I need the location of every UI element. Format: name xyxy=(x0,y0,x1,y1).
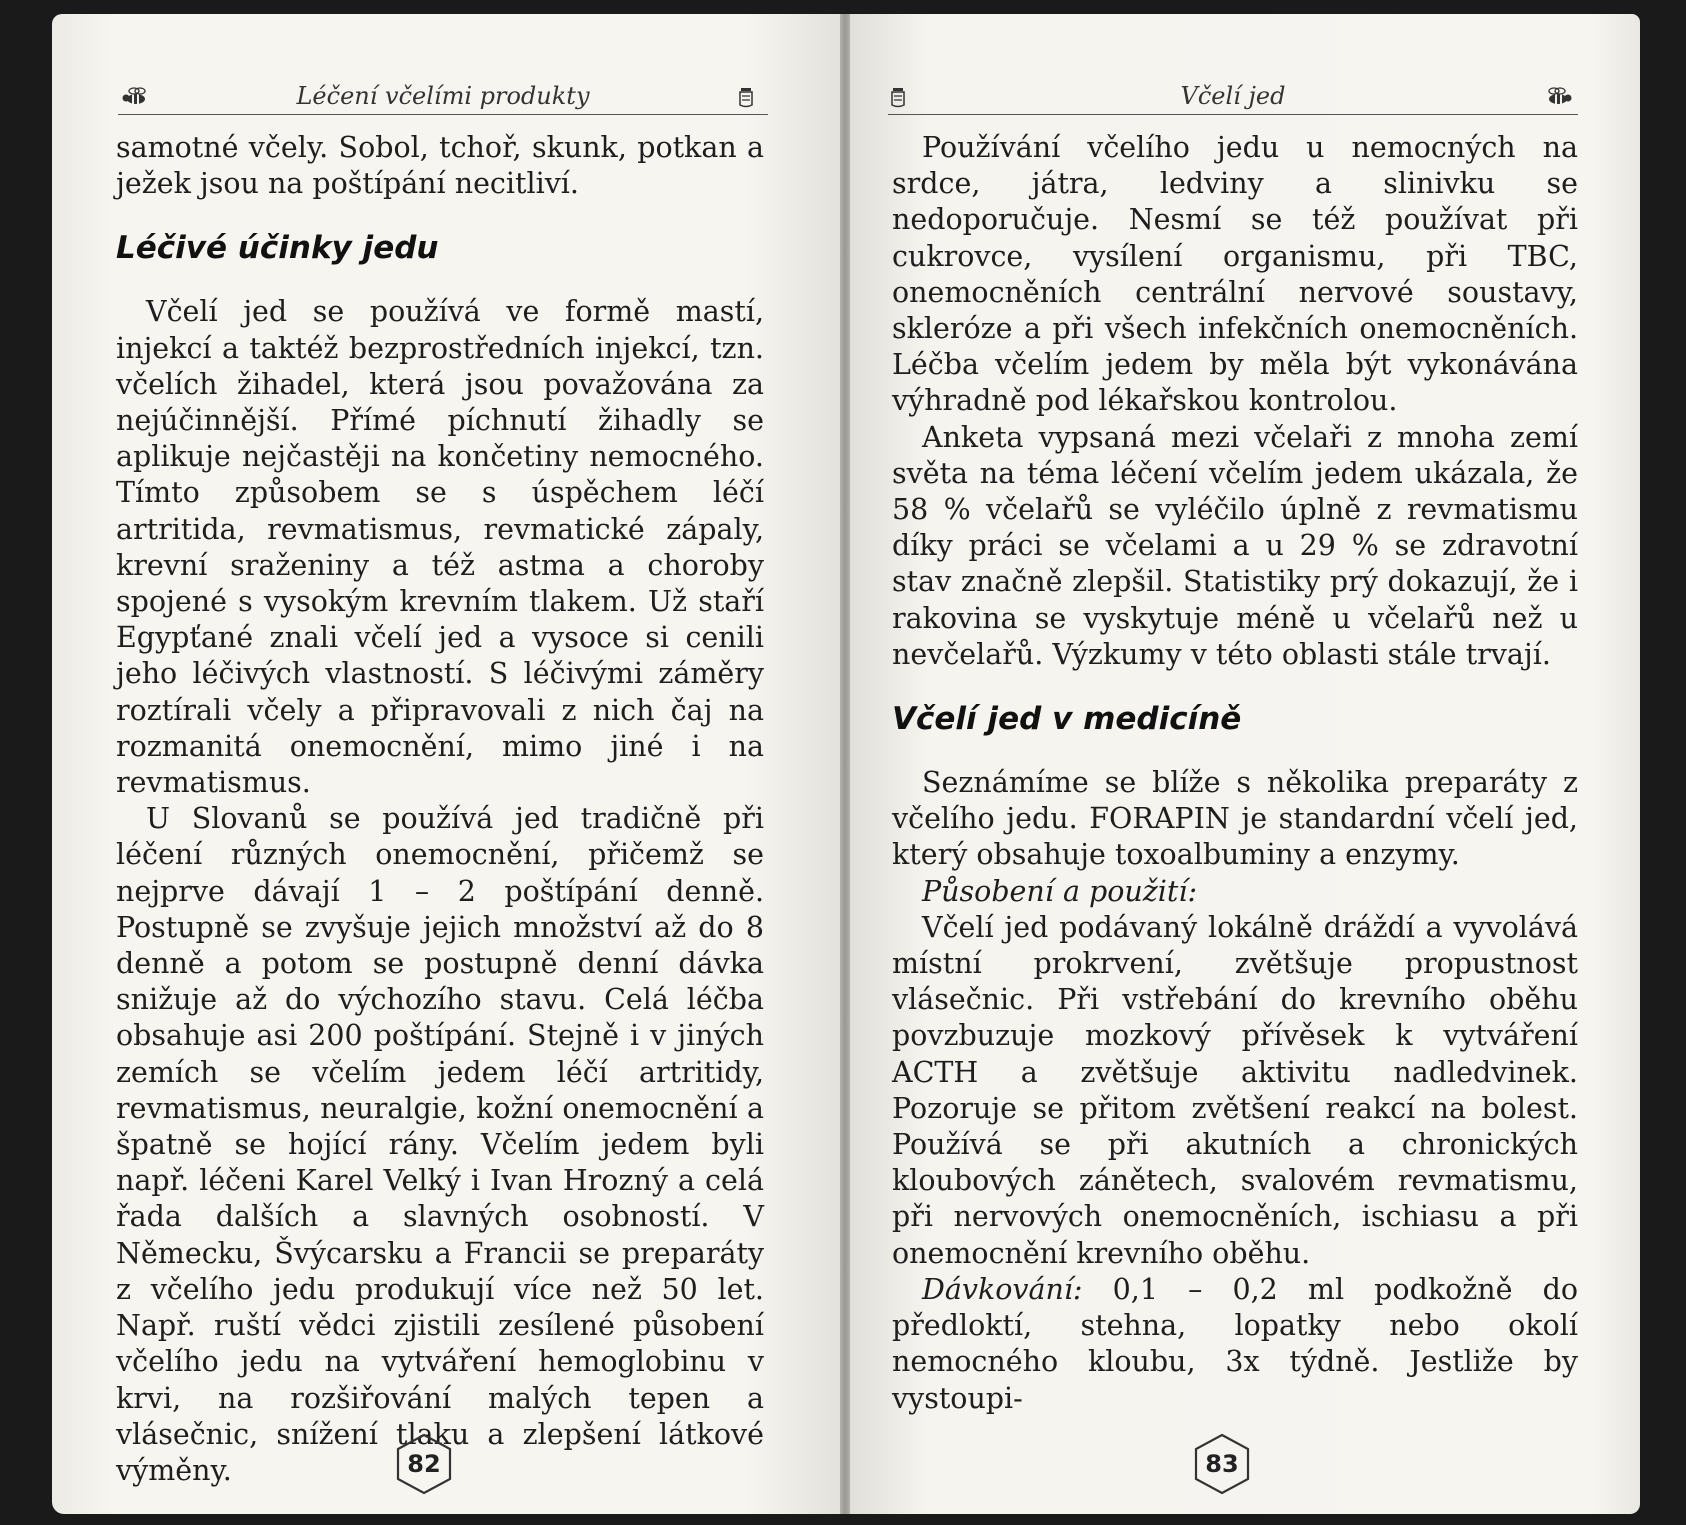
page-number: 83 xyxy=(1205,1450,1239,1478)
left-page-body xyxy=(116,130,764,1489)
paragraph: Anketa vypsaná mezi včelaři z mnoha zemí světa na téma léčení včelím jedem ukázala, že 58 % včelařů se vyléčilo úplně z revmatismu díky práci se včelami a u 29 % se zdravotní stav značně zlepšil. Statistiky prý dokazují, že i rakovina se vyskytuje méně u včelařů než u nevčelařů. Výzkumy v této oblasti stále trvají. xyxy=(892,420,1578,671)
page-number-badge xyxy=(1190,1432,1254,1496)
subheading-label: Dávkování: xyxy=(922,1272,1083,1306)
right-page-header xyxy=(888,66,1578,115)
subheading-label: Působení a použití: xyxy=(922,874,1198,908)
paragraph-text: 0,1 – 0,2 ml podkožně do předloktí, stehna, lopatky nebo okolí nemocného kloubu, 3x týdně. Jestliže by vystoupi- xyxy=(892,1272,1578,1415)
running-header-title: Včelí jed xyxy=(1180,82,1286,110)
paragraph: U Slovanů se používá jed tradičně při léčení různých onemocnění, přičemž se nejprve dávají 1 – 2 poštípání denně. Postupně se zvyšuje jejich množství až do 8 denně a potom se postupně denní dávka snižuje až do výchozího stavu. Celá léčba obsahuje asi 200 poštípání. Stejně i v jiných zemích se včelím jedem léčí artritidy, revmatismus, neuralgie, kožní onemocnění a špatně se hojící rány. Včelím jedem byli např. léčeni Karel Velký i Ivan Hrozný a celá řada dalších a slavných osobností. V Německu, Švýcarsku a Francii se preparáty z včelího jedu produkují více než 50 let. Např. ruští vědci zjistili zesílené působení včelího jedu na vytváření hemoglobinu v krvi, na rozšiřování malých tepen a vlásečnic, snížení tlaku a zlepšení látkové výměny. xyxy=(116,802,764,1487)
paragraph xyxy=(892,1272,1578,1417)
right-page xyxy=(850,14,1640,1514)
paragraph: Včelí jed podávaný lokálně dráždí a vyvolává místní prokrvení, zvětšuje propustnost vlásečnic. Při vstřebání do krevního oběhu povzbuzuje mozkový přívěsek k vytváření ACTH a zvětšuje aktivitu nadledvinek. Pozoruje se přitom zvětšení reakcí na bolest. Používá se při akutních a chronických kloubových zánětech, svalovém revmatismu, při nervových onemocněních, ischiasu a při onemocnění krevního oběhu. xyxy=(892,910,1578,1270)
left-page xyxy=(52,14,840,1514)
page-number: 82 xyxy=(407,1450,441,1478)
running-header-title: Léčení včelími produkty xyxy=(296,82,590,110)
page-number-badge xyxy=(392,1432,456,1496)
paragraph: samotné včely. Sobol, tchoř, skunk, potkan a ježek jsou na poštípání necitliví. xyxy=(116,131,764,201)
bee-icon xyxy=(1544,86,1574,108)
section-heading: Včelí jed v medicíně xyxy=(892,701,1242,738)
right-page-body xyxy=(892,130,1578,1417)
paragraph: Používání včelího jedu u nemocných na srdce, játra, ledviny a slinivku se nedoporučuje. Nesmí se též používat při cukrovce, vysílení organismu, při TBC, onemocněních centrální nervové soustavy, skleróze a při všech infekčních onemocněních. Léčba včelím jedem by měla být vykonávána výhradně pod lékařskou kontrolou. xyxy=(892,131,1578,418)
paragraph: Seznámíme se blíže s několika preparáty z včelího jedu. FORAPIN je standardní včelí jed, který obsahuje toxoalbuminy a enzymy. xyxy=(892,766,1578,872)
honey-jar-icon xyxy=(738,86,754,108)
paragraph xyxy=(892,874,1578,910)
left-page-header xyxy=(118,66,768,115)
paragraph: Včelí jed se používá ve formě mastí, injekcí a taktéž bezprostředních injekcí, tzn. včelích žihadel, která jsou považována za nejúčinnější. Přímé píchnutí žihadly se aplikuje nejčastěji na končetiny nemocného. Tímto způsobem se s úspěchem léčí artritida, revmatismus, revmatické zápaly, krevní sraženiny a též astma a choroby spojené s vysokým krevním tlakem. Už staří Egypťané znali včelí jed a vysoce si cenili jeho léčivých vlastností. S léčivými záměry roztírali včely a připravovali z nich čaj na rozmanitá onemocnění, mimo jiné i na revmatismus. xyxy=(116,295,764,800)
section-heading: Léčivé účinky jedu xyxy=(116,230,439,267)
